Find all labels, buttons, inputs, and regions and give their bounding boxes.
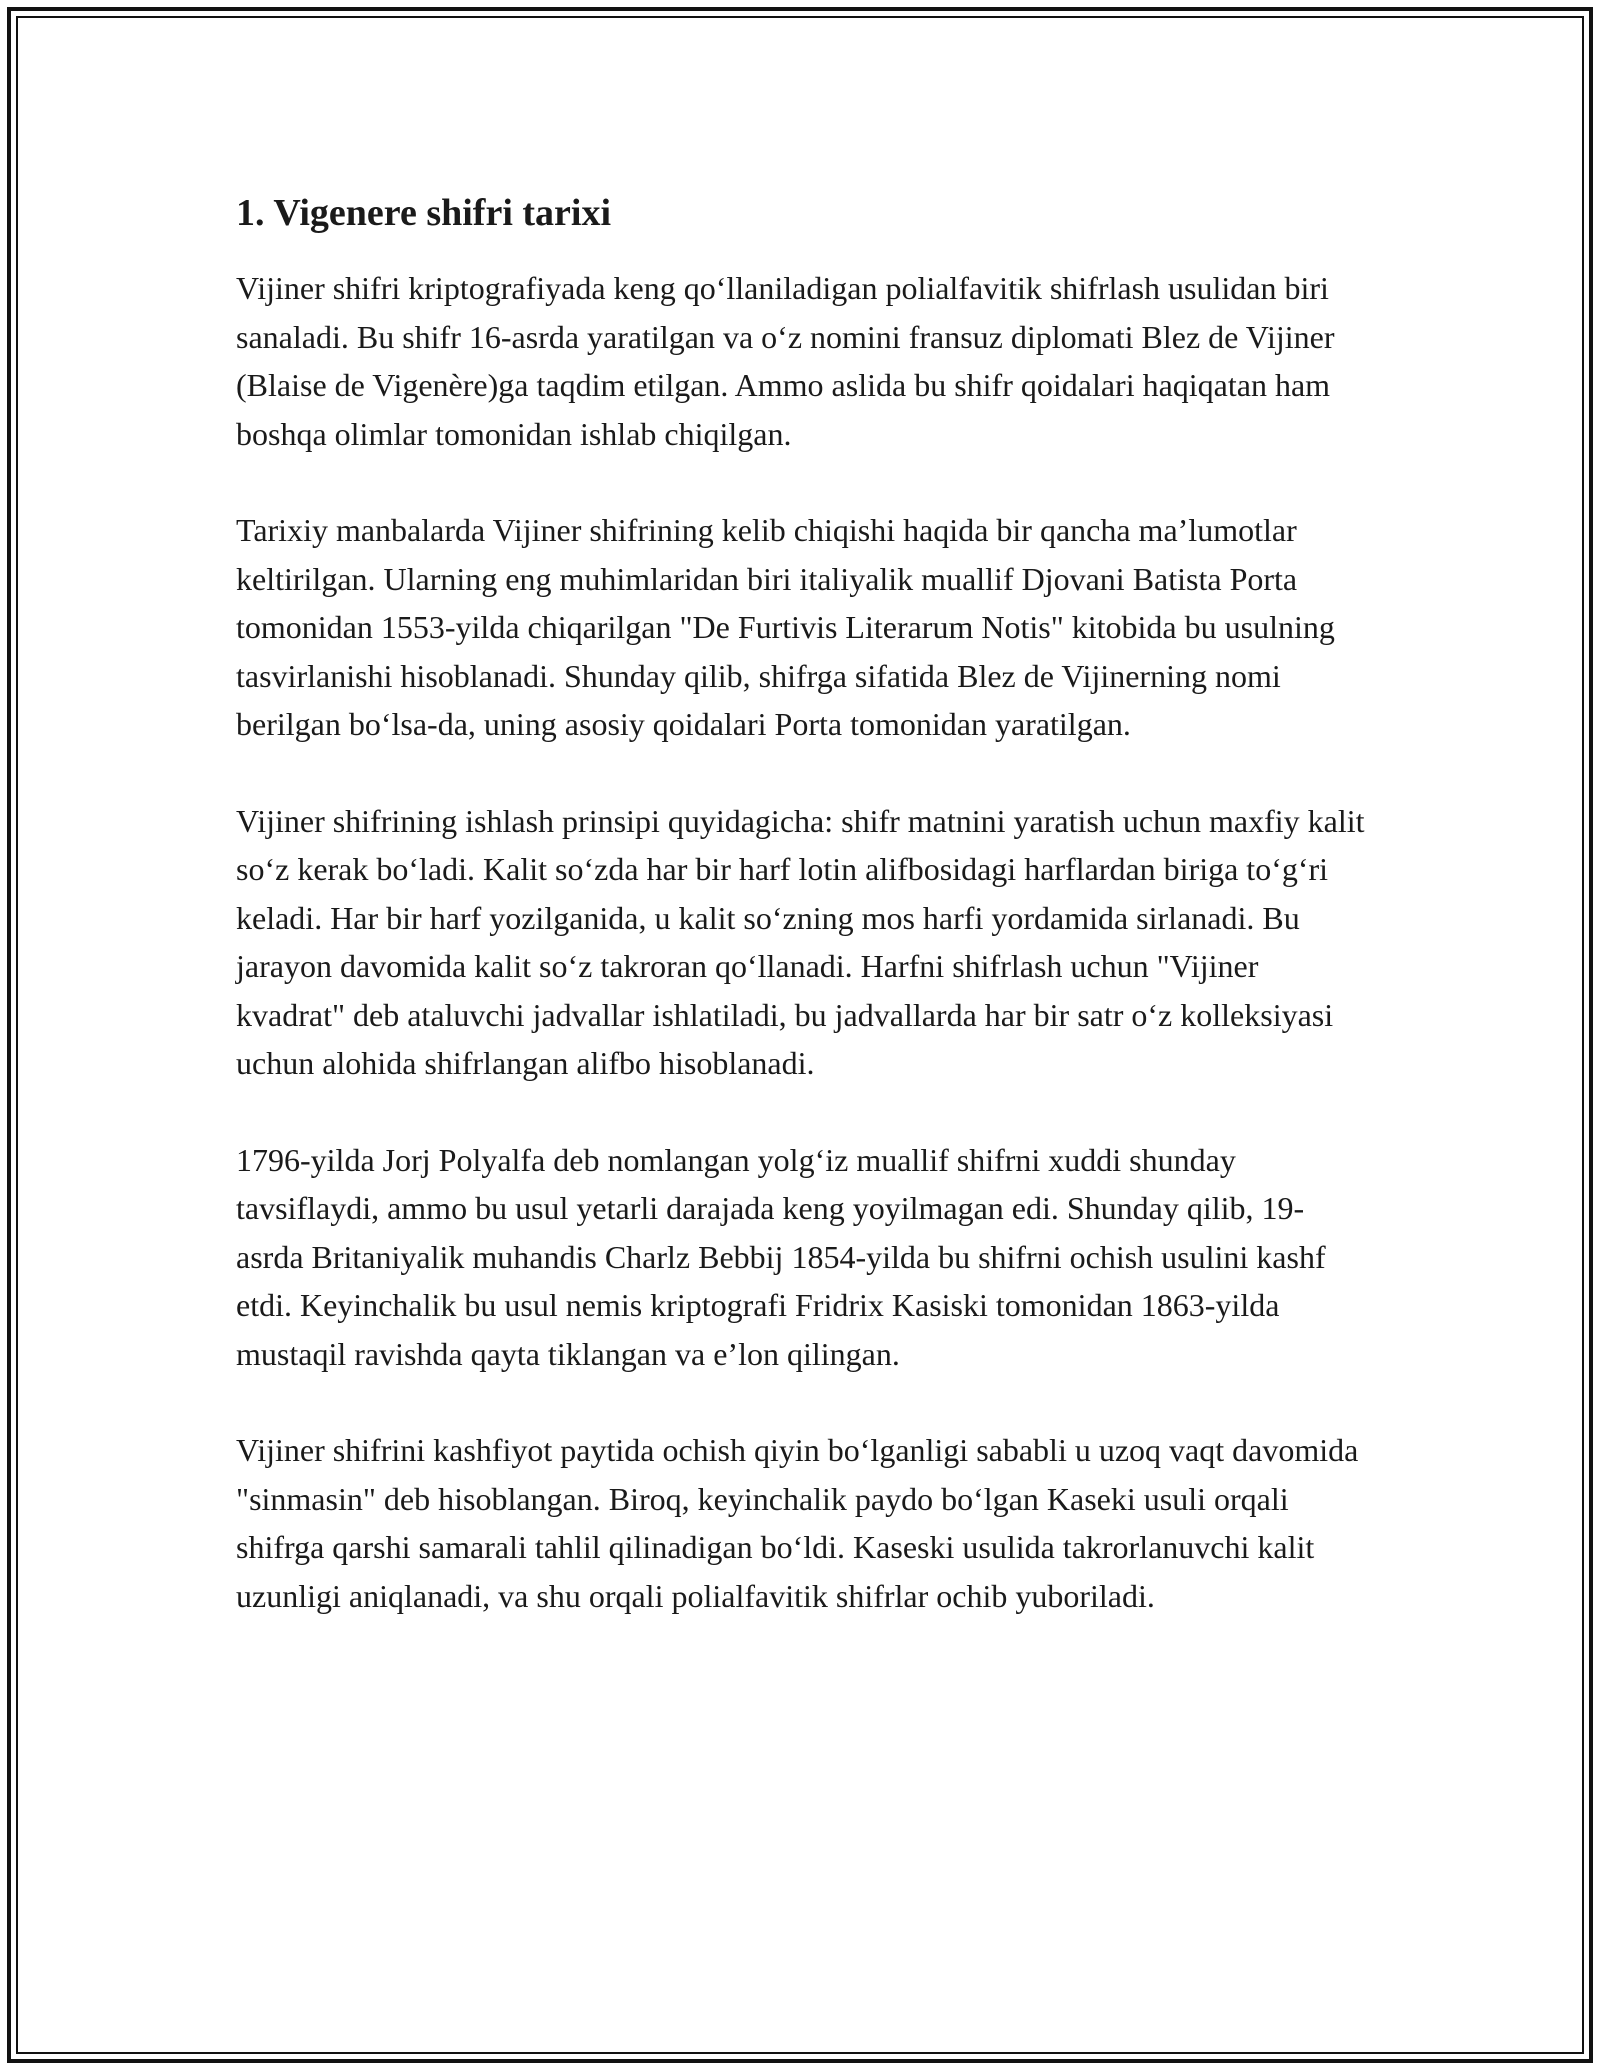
paragraph-working-principle: Vijiner shifrining ishlash prinsipi quyidagicha: shifr matnini yaratish uchun maxfiy kalit so‘z kerak bo‘ladi. Kalit so‘zda har bir harf lotin alifbosidagi harflardan biriga to‘g‘ri keladi. Har bir harf yozilganida, u kalit so‘zning mos harfi yordamida sirlanadi. Bu jarayon davomida kalit so‘z takroran qo‘llanadi. Harfni shifrlash uchun "Vijiner kvadrat" deb ataluvchi jadvallar ishlatiladi, bu jadvallarda har bir satr o‘z kolleksiyasi uchun alohida shifrlangan alifbo hisoblanadi. [236, 802, 1365, 1081]
paragraph-kasiski-method: Vijiner shifrini kashfiyot paytida ochish qiyin bo‘lganligi sababli u uzoq vaqt davomida "sinmasin" deb hisoblangan. Biroq, keyinchalik paydo bo‘lgan Kaseki usuli orqali shifrga qarshi samarali tahlil qilinadigan bo‘ldi. Kaseski usulida takrorlanuvchi kalit uzunligi aniqlanadi, va shu orqali polialfavitik shifrlar ochib yuboriladi. [236, 1432, 1359, 1614]
section-heading: 1. Vigenere shifri tarixi [236, 192, 612, 234]
paragraph-breaking-history: 1796-yilda Jorj Polyalfa deb nomlangan yolg‘iz muallif shifrni xuddi shunday tavsiflaydi, ammo bu usul yetarli darajada keng yoyilmagan edi. Shunday qilib, 19-asrda Britaniyalik muhandis Charlz Bebbij 1854-yilda bu shifrni ochish usulini kashf etdi. Keyinchalik bu usul nemis kriptografi Fridrix Kasiski tomonidan 1863-yilda mustaqil ravishda qayta tiklangan va e’lon qilingan. [236, 1141, 1326, 1372]
document-body [236, 186, 1366, 1668]
paragraph-history-sources: Tarixiy manbalarda Vijiner shifrining kelib chiqishi haqida bir qancha ma’lumotlar keltirilgan. Ularning eng muhimlaridan biri italiyalik muallif Djovani Batista Porta tomonidan 1553-yilda chiqarilgan "De Furtivis Literarum Notis" kitobida bu usulning tasvirlanishi hisoblanadi. Shunday qilib, shifrga sifatida Blez de Vijinerning nomi berilgan bo‘lsa-da, uning asosiy qoidalari Porta tomonidan yaratilgan. [236, 512, 1335, 742]
paragraph-intro: Vijiner shifri kriptografiyada keng qo‘llaniladigan polialfavitik shifrlash usulidan biri sanaladi. Bu shifr 16-asrda yaratilgan va o‘z nomini fransuz diplomati Blez de Vijiner (Blaise de Vigenère)ga taqdim etilgan. Ammo aslida bu shifr qoidalari haqiqatan ham boshqa olimlar tomonidan ishlab chiqilgan. [236, 270, 1335, 452]
